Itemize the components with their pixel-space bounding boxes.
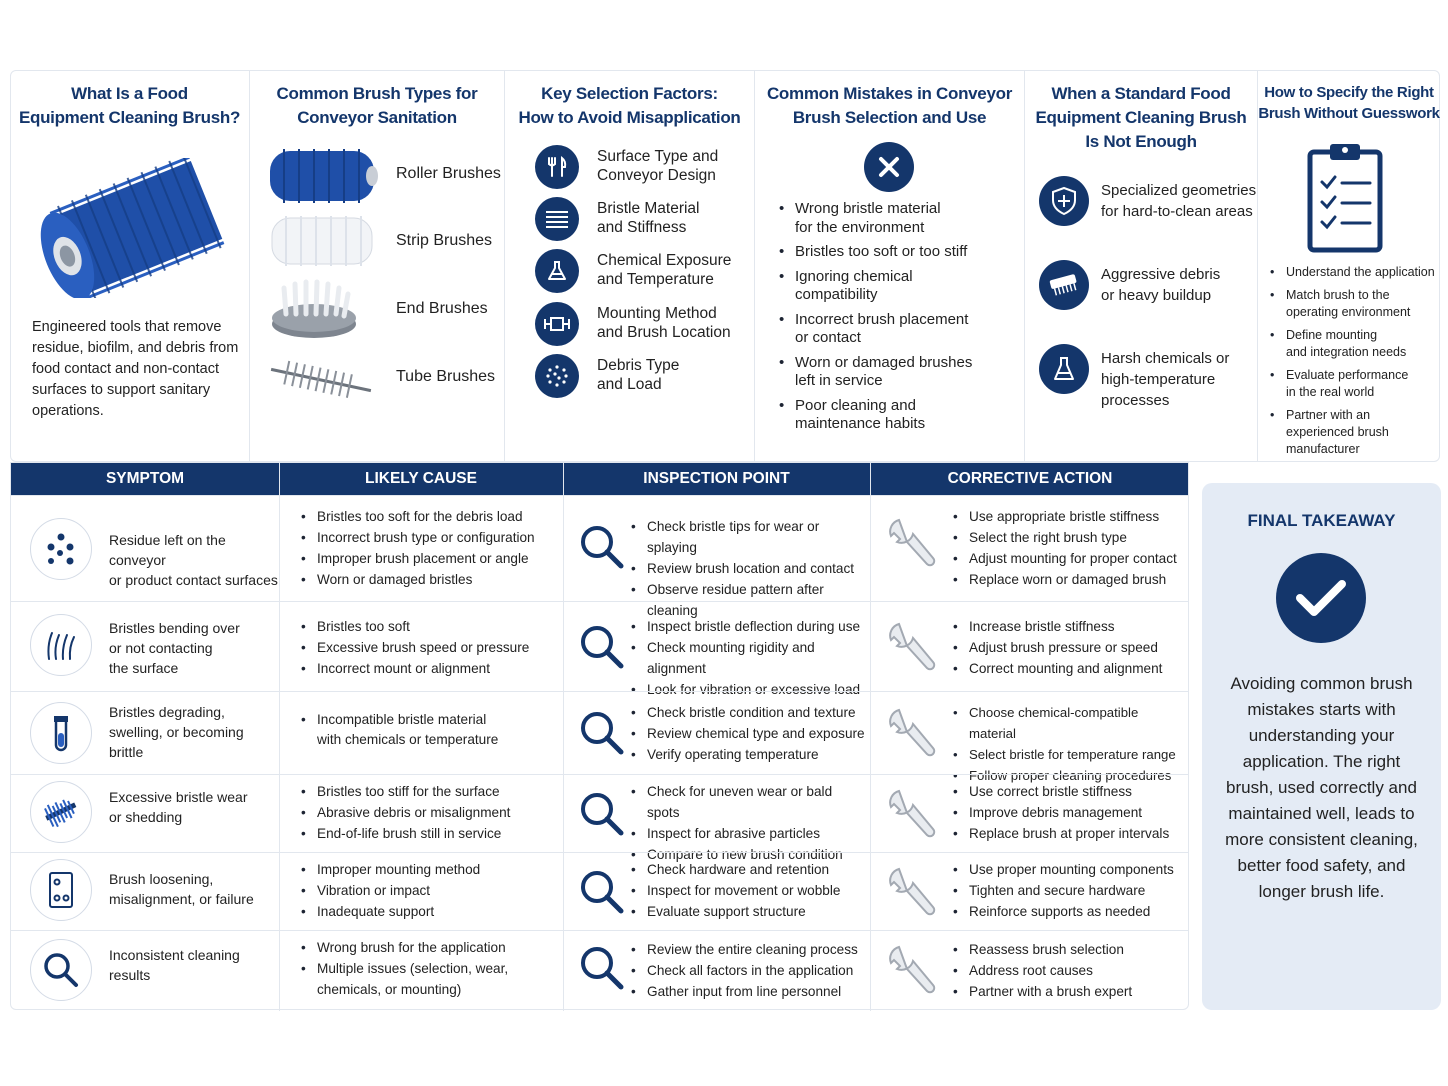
header-likely-cause: LIKELY CAUSE <box>365 470 477 487</box>
magnifier-icon <box>579 869 625 915</box>
action-item: • Adjust mounting for proper contact <box>953 548 1185 569</box>
roller-brush-image <box>32 158 242 298</box>
action-list <box>953 781 1185 844</box>
cause-list <box>301 781 561 844</box>
mistake-item: • Worn or damaged brushes left in service <box>779 354 1019 391</box>
mistake-item: • Incorrect brush placement or contact <box>779 311 1019 348</box>
table-row <box>11 774 1188 862</box>
inspection-item: • Check mounting rigidity and alignment <box>631 637 867 679</box>
need-label: Specialized geometries for hard-to-clean areas <box>1101 182 1257 220</box>
factor-bristle <box>505 197 745 247</box>
specify-column <box>1258 70 1440 462</box>
inspection-item: • Inspect for movement or wobble <box>631 880 867 901</box>
selection-factors-title: Key Selection Factors: How to Avoid Misapplication <box>518 84 741 127</box>
mistake-item: • Poor cleaning and maintenance habits <box>779 397 1019 434</box>
brush-block-icon <box>1039 260 1089 310</box>
cause-item: • Improper brush placement or angle <box>301 548 561 569</box>
inspection-item: • Compare to new brush condition <box>631 844 867 865</box>
inspection-list <box>631 702 867 765</box>
factor-chemical <box>505 249 745 299</box>
action-item: • Increase bristle stiffness <box>953 616 1185 637</box>
not-enough-title: When a Standard Food Equipment Cleaning Brush Is Not Enough <box>1035 84 1247 151</box>
action-item: • Use correct bristle stiffness <box>953 781 1185 802</box>
need-harsh-chemicals <box>1039 344 1259 409</box>
inspection-item: • Review brush location and contact <box>631 558 867 579</box>
cause-item: • Incorrect brush type or configuration <box>301 527 561 548</box>
action-list <box>953 616 1185 679</box>
action-item: • Address root causes <box>953 960 1185 981</box>
final-takeaway-panel <box>1202 483 1441 1010</box>
action-item: • Adjust brush pressure or speed <box>953 637 1185 658</box>
cause-item: • End-of-life brush still in service <box>301 823 561 844</box>
inspection-item: • Look for vibration or excessive load <box>631 679 867 700</box>
wrench-icon <box>885 865 941 921</box>
action-item: • Correct mounting and alignment <box>953 658 1185 679</box>
flask-icon <box>535 249 579 293</box>
bent-bristles-icon <box>30 614 92 676</box>
specify-item: • Define mounting and integration needs <box>1270 327 1440 361</box>
cause-item: • Incompatible bristle material with chemicals or temperature <box>301 710 561 750</box>
brush-type-label: End Brushes <box>396 300 488 317</box>
magnifier-icon <box>579 710 625 756</box>
action-item: • Improve debris management <box>953 802 1185 823</box>
inspection-item: • Inspect for abrasive particles <box>631 823 867 844</box>
action-item: • Reassess brush selection <box>953 939 1185 960</box>
action-item: • Replace brush at proper intervals <box>953 823 1185 844</box>
table-row <box>11 852 1188 930</box>
action-item: • Partner with a brush expert <box>953 981 1185 1002</box>
cause-item: • Bristles too soft for the debris load <box>301 506 561 527</box>
strip-brush-icon <box>268 212 378 272</box>
action-list <box>953 506 1185 590</box>
cause-item: • Improper mounting method <box>301 859 561 880</box>
magnifier-icon <box>30 939 92 1001</box>
specify-item: • Match brush to the operating environment <box>1270 287 1440 321</box>
brush-type-label: Tube Brushes <box>396 368 496 385</box>
mistake-item: • Ignoring chemical compatibility <box>779 268 1019 305</box>
cause-item: • Worn or damaged bristles <box>301 569 561 590</box>
utensils-icon <box>535 145 579 189</box>
factor-label: Chemical Exposure and Temperature <box>597 252 732 288</box>
action-item: • Reinforce supports as needed <box>953 901 1185 922</box>
takeaway-title: FINAL TAKEAWAY <box>1247 511 1396 530</box>
cause-item: • Wrong brush for the application <box>301 937 561 958</box>
action-item: • Select the right brush type <box>953 527 1185 548</box>
wrench-icon <box>885 516 941 572</box>
mistake-item: • Bristles too soft or too stiff <box>779 243 1019 262</box>
action-item: • Use proper mounting components <box>953 859 1185 880</box>
cause-item: • Bristles too stiff for the surface <box>301 781 561 802</box>
cause-list <box>301 710 561 750</box>
takeaway-text: Avoiding common brush mistakes starts with understanding your application. The right brush, used correctly and maintained well, leads to more consistent cleaning, better food safety, and longer brush life. <box>1225 674 1418 901</box>
cause-item: • Abrasive debris or misalignment <box>301 802 561 823</box>
flask-icon <box>1039 344 1089 394</box>
test-tube-icon <box>30 702 92 764</box>
action-item: • Choose chemical-compatible material <box>953 702 1187 744</box>
header-corrective-action: CORRECTIVE ACTION <box>947 470 1113 487</box>
symptom-text: Inconsistent cleaning results <box>109 947 240 983</box>
cause-list <box>301 616 561 679</box>
brush-type-label: Roller Brushes <box>396 165 501 182</box>
action-list <box>953 859 1185 922</box>
common-mistakes-title: Common Mistakes in Conveyor Brush Selection and Use <box>766 84 1013 127</box>
common-mistakes-column <box>755 70 1025 462</box>
cause-item: • Bristles too soft <box>301 616 561 637</box>
inspection-item: • Check all factors in the application <box>631 960 867 981</box>
need-label: Harsh chemicals or high-temperature processes <box>1101 350 1230 409</box>
selection-factors-column <box>505 70 755 462</box>
brush-type-tube <box>250 354 505 414</box>
inspection-item: • Check for uneven wear or bald spots <box>631 781 867 823</box>
factor-surface <box>505 145 745 195</box>
what-is-column <box>10 70 250 462</box>
inspection-item: • Review chemical type and exposure <box>631 723 867 744</box>
inspection-item: • Check bristle condition and texture <box>631 702 867 723</box>
magnifier-icon <box>579 945 625 991</box>
wrench-icon <box>885 620 941 676</box>
magnifier-icon <box>579 791 625 837</box>
clipboard-icon <box>1306 142 1386 256</box>
action-item: • Use appropriate bristle stiffness <box>953 506 1185 527</box>
inspection-item: • Verify operating temperature <box>631 744 867 765</box>
action-item: • Select bristle for temperature range <box>953 744 1187 765</box>
wrench-icon <box>885 787 941 843</box>
wrench-icon <box>885 706 941 762</box>
action-item: • Replace worn or damaged brush <box>953 569 1185 590</box>
mount-icon <box>535 302 579 346</box>
action-item: • Tighten and secure hardware <box>953 880 1185 901</box>
worn-brush-icon <box>30 781 92 843</box>
cause-item: • Multiple issues (selection, wear, chemicals, or mounting) <box>301 958 561 1000</box>
symptom-text: Brush loosening, misalignment, or failure <box>109 871 254 907</box>
factor-label: Bristle Material and Stiffness <box>597 200 700 236</box>
inspection-item: • Check bristle tips for wear or splaying <box>631 516 867 558</box>
brush-type-label: Strip Brushes <box>396 232 493 249</box>
inspection-item: • Inspect bristle deflection during use <box>631 616 867 637</box>
magnifier-icon <box>579 524 625 570</box>
inspection-list <box>631 616 867 700</box>
cause-list <box>301 937 561 1000</box>
what-is-title: What Is a Food Equipment Cleaning Brush? <box>18 84 241 127</box>
not-enough-column <box>1025 70 1258 462</box>
symptom-text: Bristles bending over or not contacting the surface <box>109 620 240 676</box>
factor-label: Debris Type and Load <box>597 357 680 393</box>
bracket-icon <box>30 859 92 921</box>
symptom-text: Bristles degrading, swelling, or becoming brittle <box>109 704 244 760</box>
need-aggressive-debris <box>1039 260 1259 320</box>
magnifier-icon <box>579 624 625 670</box>
action-item: • Follow proper cleaning procedures <box>953 765 1187 786</box>
specify-item: • Partner with an experienced brush manufacturer <box>1270 407 1440 458</box>
troubleshooting-table <box>10 462 1189 1010</box>
specify-item: • Understand the application <box>1270 264 1440 281</box>
factor-mounting <box>505 302 745 352</box>
shield-icon <box>1039 176 1089 226</box>
symptom-text: Residue left on the conveyor or product contact surfaces <box>109 532 278 588</box>
specify-title: How to Specify the Right Brush Without Guesswork <box>1258 84 1440 122</box>
header-inspection-point: INSPECTION POINT <box>643 470 790 487</box>
brush-types-title: Common Brush Types for Conveyor Sanitation <box>276 84 478 127</box>
symptom-text: Excessive bristle wear or shedding <box>109 789 248 825</box>
inspection-item: • Gather input from line personnel <box>631 981 867 1002</box>
cause-list <box>301 506 561 590</box>
roller-brush-icon <box>264 145 380 209</box>
factor-debris <box>505 354 745 404</box>
need-label: Aggressive debris or heavy buildup <box>1101 266 1221 304</box>
end-brush-icon <box>270 278 360 342</box>
debris-icon <box>535 354 579 398</box>
residue-dots-icon <box>30 518 92 580</box>
inspection-list <box>631 939 867 1002</box>
tube-brush-icon <box>266 358 376 402</box>
header-symptom: SYMPTOM <box>105 470 185 487</box>
inspection-item: • Observe residue pattern after cleaning <box>631 579 867 621</box>
checkmark-icon <box>1276 553 1366 643</box>
specify-list <box>1270 264 1440 464</box>
table-row <box>11 495 1188 618</box>
mistake-item: • Wrong bristle material for the environment <box>779 200 1019 237</box>
cause-item: • Inadequate support <box>301 901 561 922</box>
brush-type-strip <box>250 212 505 272</box>
cause-item: • Vibration or impact <box>301 880 561 901</box>
need-specialized-geometry <box>1039 176 1259 236</box>
inspection-item: • Review the entire cleaning process <box>631 939 867 960</box>
inspection-item: • Evaluate support structure <box>631 901 867 922</box>
mistakes-list <box>779 200 1019 440</box>
wrench-icon <box>885 943 941 999</box>
table-row <box>11 601 1188 697</box>
x-circle-icon <box>864 142 914 192</box>
table-row <box>11 930 1188 1010</box>
cause-list <box>301 859 561 922</box>
inspection-item: • Check hardware and retention <box>631 859 867 880</box>
brush-type-end <box>250 278 505 338</box>
cause-item: • Excessive brush speed or pressure <box>301 637 561 658</box>
factor-label: Mounting Method and Brush Location <box>597 305 731 341</box>
table-row <box>11 691 1188 783</box>
factor-label: Surface Type and Conveyor Design <box>597 148 719 184</box>
brush-types-column <box>250 70 505 462</box>
lines-icon <box>535 197 579 241</box>
brush-type-roller <box>250 145 505 205</box>
table-header <box>11 463 1188 495</box>
what-is-description: Engineered tools that remove residue, biofilm, and debris from food contact and non-contact surfaces to support sanitary operations. <box>32 319 239 419</box>
action-list <box>953 939 1185 1002</box>
cause-item: • Incorrect mount or alignment <box>301 658 561 679</box>
inspection-list <box>631 859 867 922</box>
specify-item: • Evaluate performance in the real world <box>1270 367 1440 401</box>
